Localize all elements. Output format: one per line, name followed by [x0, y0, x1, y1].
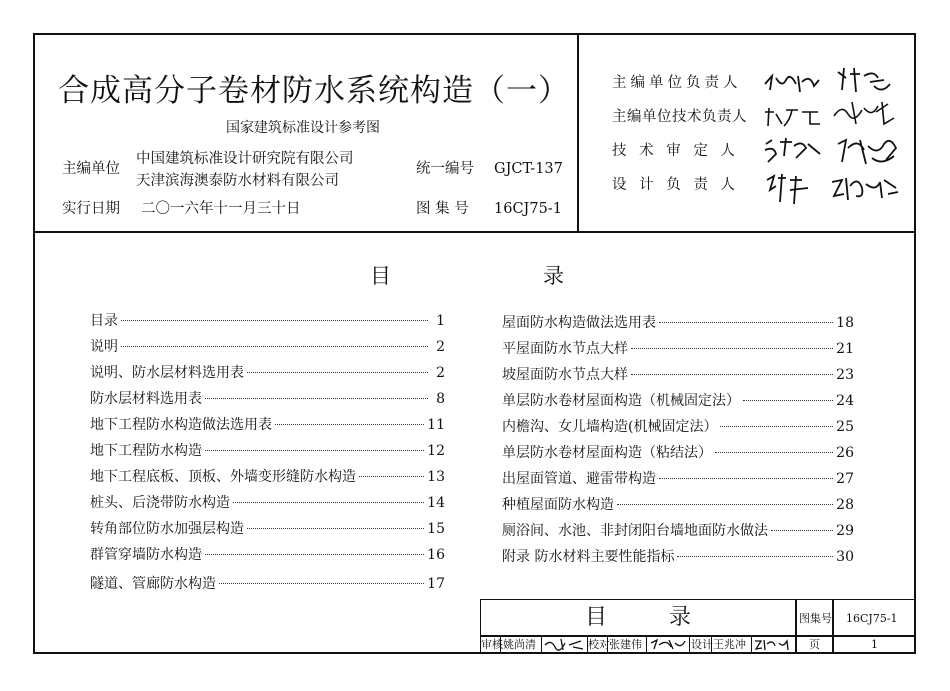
- review-label: 审核: [481, 638, 503, 651]
- toc-entry-label: 说明: [90, 339, 118, 355]
- toc-entry-page: 27: [836, 471, 854, 487]
- leader-dots: [121, 320, 428, 321]
- toc-entry-label: 群管穿墙防水构造: [90, 547, 202, 563]
- leader-dots: [677, 556, 833, 557]
- title-block-divider: [689, 635, 690, 653]
- leader-dots: [205, 450, 424, 451]
- title-block-divider: [541, 635, 542, 653]
- toc-right-column: [502, 312, 854, 572]
- toc-entry-page: 2: [436, 365, 445, 381]
- design-label: 设计: [691, 638, 713, 651]
- role-tech-lead: 主编单位技术负责人: [612, 109, 747, 125]
- toc-entry[interactable]: [90, 573, 445, 599]
- toc-entry-page: 2: [436, 339, 445, 355]
- date-value: 二〇一六年十一月三十日: [141, 201, 301, 217]
- header-divider: [33, 231, 916, 233]
- title-block-divider: [646, 635, 647, 653]
- leader-dots: [247, 372, 428, 373]
- editor-unit-2: 天津滨海澳泰防水材料有限公司: [136, 173, 339, 189]
- leader-dots: [247, 528, 424, 529]
- toc-entry[interactable]: [90, 414, 445, 440]
- leader-dots: [617, 504, 833, 505]
- toc-entry[interactable]: [90, 466, 445, 492]
- toc-entry-page: 26: [836, 445, 854, 461]
- leader-dots: [743, 400, 833, 401]
- toc-entry-label: 坡屋面防水节点大样: [502, 367, 628, 383]
- signature-2a: [762, 104, 822, 130]
- leader-dots: [659, 322, 833, 323]
- toc-entry-label: 种植屋面防水构造: [502, 497, 614, 513]
- toc-entry-page: 1: [436, 313, 445, 329]
- code-label: 统一编号: [416, 161, 474, 177]
- signature-4b: [830, 172, 900, 204]
- title-block-atlas-label: 图集号: [799, 612, 832, 625]
- check-name: 张建伟: [609, 638, 642, 651]
- toc-entry-label: 目录: [90, 313, 118, 329]
- title-block-atlas-value: 16CJ75-1: [846, 612, 898, 625]
- signature-3b: [836, 134, 900, 168]
- signature-2b: [832, 98, 896, 128]
- title-block-divider: [751, 635, 752, 653]
- toc-entry-label: 平屋面防水节点大样: [502, 341, 628, 357]
- review-signature: [543, 637, 585, 651]
- leader-dots: [121, 346, 428, 347]
- toc-entry[interactable]: [502, 364, 854, 390]
- signature-1b: [834, 64, 894, 96]
- toc-entry-page: 15: [427, 521, 445, 537]
- review-name: 姚尚清: [503, 638, 536, 651]
- toc-entry[interactable]: [502, 468, 854, 494]
- toc-entry-page: 28: [836, 497, 854, 513]
- page-label: 页: [809, 638, 820, 651]
- editor-unit-label: 主编单位: [62, 161, 120, 177]
- signature-1a: [762, 70, 822, 98]
- toc-entry-label: 单层防水卷材屋面构造（粘结法）: [502, 445, 712, 461]
- leader-dots: [205, 398, 428, 399]
- toc-entry-label: 屋面防水构造做法选用表: [502, 315, 656, 331]
- toc-entry-label: 单层防水卷材屋面构造（机械固定法）: [502, 393, 740, 409]
- leader-dots: [631, 348, 833, 349]
- toc-entry-label: 转角部位防水加强层构造: [90, 521, 244, 537]
- leader-dots: [219, 583, 424, 584]
- toc-entry[interactable]: [502, 520, 854, 546]
- toc-entry[interactable]: [90, 492, 445, 518]
- atlas-label: 图 集 号: [416, 201, 469, 217]
- toc-entry[interactable]: [90, 336, 445, 362]
- title-block-divider: [832, 600, 834, 653]
- toc-entry-page: 17: [427, 576, 445, 592]
- toc-entry-page: 24: [836, 393, 854, 409]
- toc-entry[interactable]: [502, 312, 854, 338]
- toc-entry[interactable]: [90, 440, 445, 466]
- leader-dots: [359, 476, 424, 477]
- toc-entry-page: 23: [836, 367, 854, 383]
- toc-heading-left: 目: [370, 264, 391, 288]
- toc-entry-label: 地下工程防水构造: [90, 443, 202, 459]
- toc-entry-page: 16: [427, 547, 445, 563]
- toc-entry-page: 14: [427, 495, 445, 511]
- date-label: 实行日期: [62, 201, 120, 217]
- toc-entry[interactable]: [90, 388, 445, 414]
- leader-dots: [275, 424, 424, 425]
- toc-entry[interactable]: [90, 362, 445, 388]
- leader-dots: [233, 502, 424, 503]
- subtitle: 国家建筑标准设计参考图: [226, 120, 380, 136]
- toc-entry-label: 出屋面管道、避雷带构造: [502, 471, 656, 487]
- toc-entry-label: 地下工程底板、顶板、外墙变形缝防水构造: [90, 469, 356, 485]
- toc-heading-right: 录: [543, 264, 564, 288]
- atlas-value: 16CJ75-1: [494, 201, 562, 217]
- title-block-name-left: 目: [585, 605, 608, 630]
- toc-entry[interactable]: [502, 546, 854, 572]
- toc-entry-page: 12: [427, 443, 445, 459]
- page-title: 合成高分子卷材防水系统构造（一）: [58, 73, 570, 109]
- title-block-name-right: 录: [669, 605, 692, 630]
- toc-entry[interactable]: [90, 310, 445, 336]
- leader-dots: [720, 426, 833, 427]
- toc-entry-page: 11: [427, 417, 445, 433]
- page-value: 1: [871, 638, 878, 651]
- toc-entry[interactable]: [502, 494, 854, 520]
- title-block-divider: [795, 600, 797, 653]
- toc-entry-page: 21: [836, 341, 854, 357]
- code-value: GJCT-137: [494, 161, 563, 177]
- leader-dots: [659, 478, 833, 479]
- toc-entry[interactable]: [90, 518, 445, 544]
- toc-entry-page: 13: [427, 469, 445, 485]
- leader-dots: [205, 554, 424, 555]
- toc-entry-page: 8: [436, 391, 445, 407]
- role-chief-unit: 主编单位负责人: [612, 75, 742, 91]
- role-reviewer: 技 术 审 定 人: [612, 143, 739, 159]
- signature-3a: [762, 136, 822, 166]
- toc-entry-label: 内檐沟、女儿墙构造(机械固定法）: [502, 419, 718, 435]
- editor-unit-1: 中国建筑标准设计研究院有限公司: [136, 151, 354, 167]
- toc-entry-label: 说明、防水层材料选用表: [90, 365, 244, 381]
- toc-entry[interactable]: [502, 442, 854, 468]
- toc-entry[interactable]: [502, 390, 854, 416]
- title-block: [480, 599, 916, 654]
- leader-dots: [771, 530, 833, 531]
- leader-dots: [715, 452, 833, 453]
- header-vertical-divider: [577, 33, 579, 232]
- toc-entry-label: 防水层材料选用表: [90, 391, 202, 407]
- toc-entry-page: 30: [836, 549, 854, 565]
- design-name: 王兆冲: [713, 638, 746, 651]
- toc-entry-page: 25: [836, 419, 854, 435]
- role-design-lead: 设 计 负 责 人: [612, 177, 739, 193]
- toc-entry-label: 桩头、后浇带防水构造: [90, 495, 230, 511]
- signature-4a: [764, 172, 814, 206]
- design-signature: [753, 637, 793, 651]
- toc-entry[interactable]: [502, 416, 854, 442]
- toc-entry-label: 地下工程防水构造做法选用表: [90, 417, 272, 433]
- check-signature: [649, 637, 687, 651]
- toc-entry-label: 隧道、管廊防水构造: [90, 576, 216, 592]
- toc-entry-page: 18: [836, 315, 854, 331]
- toc-left-column: [90, 310, 445, 599]
- leader-dots: [631, 374, 833, 375]
- toc-entry-label: 厕浴间、水池、非封闭阳台墙地面防水做法: [502, 523, 768, 539]
- check-label: 校对: [588, 638, 610, 651]
- toc-entry[interactable]: [502, 338, 854, 364]
- toc-entry[interactable]: [90, 544, 445, 570]
- toc-entry-label: 附录 防水材料主要性能指标: [502, 549, 675, 565]
- toc-entry-page: 29: [836, 523, 854, 539]
